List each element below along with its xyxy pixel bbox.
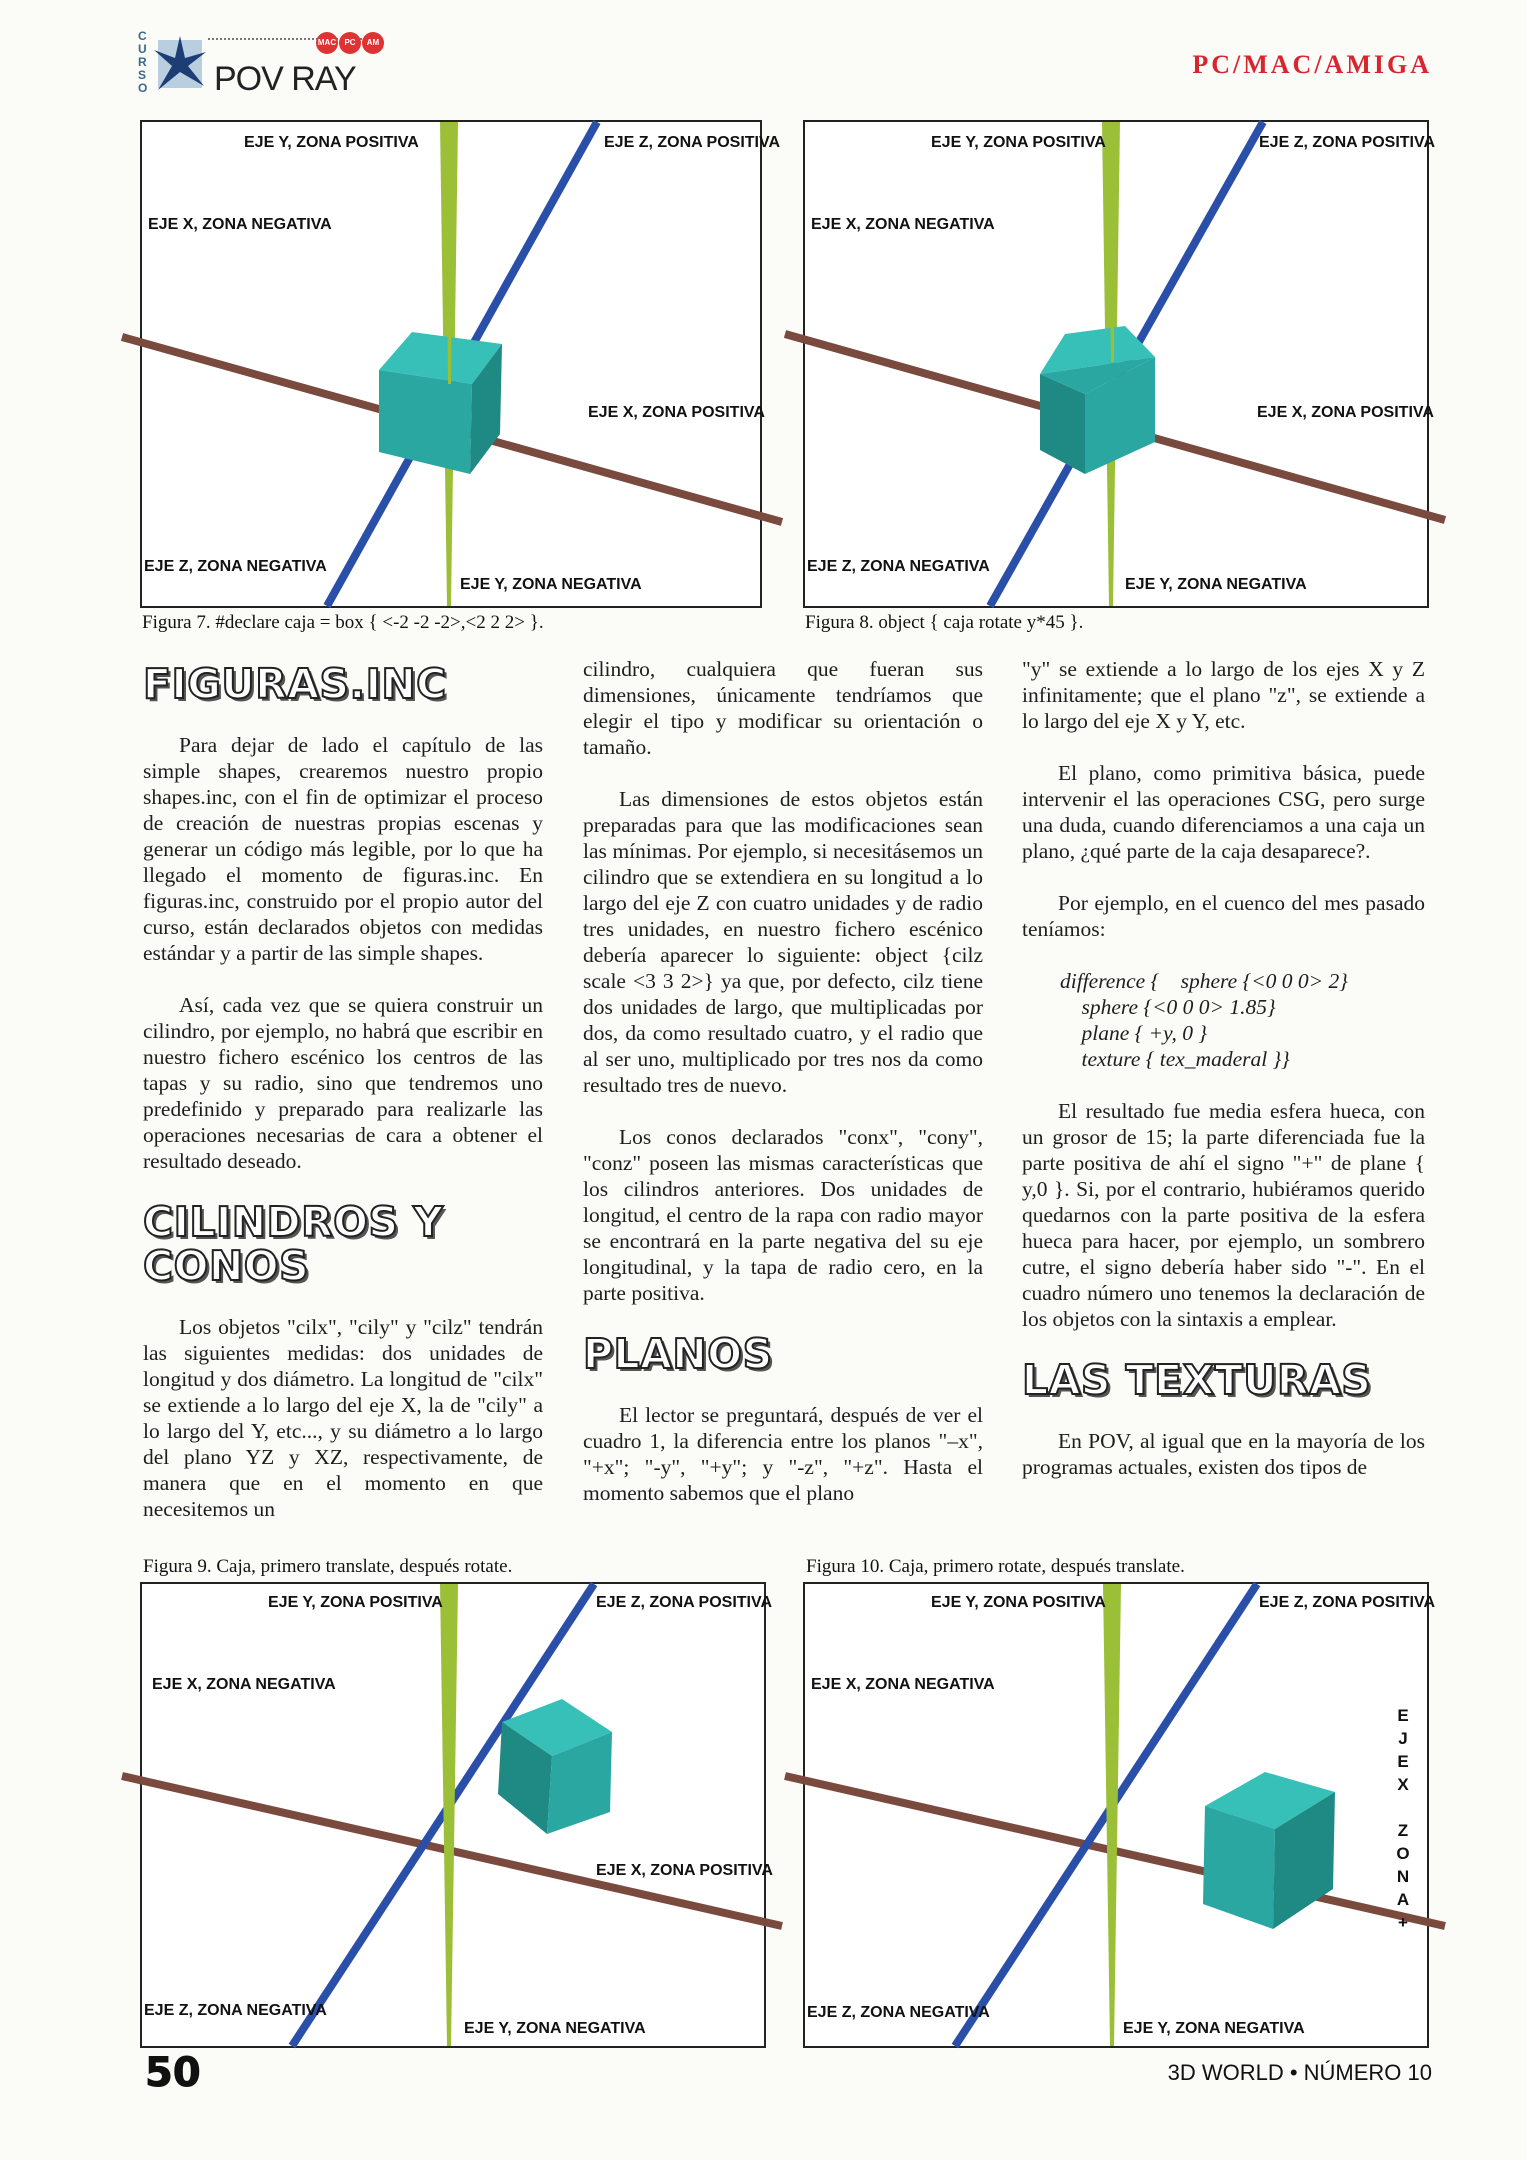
label-y-negative: EJE Y, ZONA NEGATIVA — [464, 2020, 646, 2037]
star-logo-icon — [152, 34, 208, 94]
cube — [1040, 326, 1155, 474]
pc-badge: PC — [339, 32, 361, 54]
caption-figure-8: Figura 8. object { caja rotate y*45 }. — [805, 612, 1084, 633]
cube — [1203, 1772, 1335, 1929]
label-x-positive-vertical: E J E X Z O N A + — [1396, 1706, 1410, 1932]
amiga-badge: AM — [362, 32, 384, 54]
label-y-positive: EJE Y, ZONA POSITIVA — [931, 1594, 1106, 1611]
pov-ray-logo — [138, 30, 390, 100]
col3-paragraph-1: "y" se extiende a lo largo de los ejes X y Z infinitamente; que el plano "z", se extiende a lo largo del eje X y Y, etc. — [1022, 657, 1425, 733]
caption-figure-10: Figura 10. Caja, primero rotate, después translate. — [806, 1556, 1185, 1577]
column-1 — [143, 662, 543, 1548]
figure-7-render — [142, 122, 760, 606]
code-line: sphere {<0 0 0> 1.85} — [1060, 995, 1276, 1019]
code-block — [1060, 968, 1425, 1072]
code-line: plane { +y, 0 } — [1060, 1021, 1207, 1045]
mac-badge: MAC — [316, 32, 338, 54]
logo-title: POV RAY — [214, 60, 356, 98]
figure-9-render — [142, 1584, 764, 2046]
label-z-positive: EJE Z, ZONA POSITIVA — [1259, 134, 1436, 151]
cube — [498, 1699, 612, 1834]
label-x-negative: EJE X, ZONA NEGATIVA — [148, 216, 332, 233]
curso-vertical-label: C U R S O — [138, 29, 148, 95]
label-z-negative: EJE Z, ZONA NEGATIVA — [144, 558, 327, 575]
label-z-negative: EJE Z, ZONA NEGATIVA — [807, 2004, 990, 2021]
platform-badges — [316, 32, 385, 54]
heading-las-texturas: LAS TEXTURAS — [1022, 1356, 1372, 1404]
col1-paragraph-3: Los objetos "cilx", "cily" y "cilz" tendrán las siguientes medidas: dos unidades de longitud y dos diámetro. La longitud de "cilx" se extiende a lo largo del eje X, la de "cily" a lo largo del Y, etc..., y su diámetro a lo largo del plano YZ y XZ, respectivamente, de manera que en el momento en que necesitemos un — [143, 1315, 543, 1521]
code-line: difference { sphere {<0 0 0> 2} — [1060, 969, 1348, 993]
code-line: texture { tex_maderal }} — [1060, 1047, 1290, 1071]
col2-paragraph-2: Las dimensiones de estos objetos están preparadas para que las modificaciones sean las mínimas. Por ejemplo, si necesitásemos un cilindro que se extendiera en su longitud a lo largo del eje Z con cuatro unidades y de radio tres unidades, en nuestro fichero escénico debería aparecer lo siguiente: object {cilz scale <3 3 2>} ya que, por defecto, cilz tiene dos unidades de largo, que multiplicadas por dos, da como resultado cuatro, y el radio que al ser uno, multiplicado por tres nos da como resultado tres de nuevo. — [583, 787, 983, 1097]
heading-figuras-inc: FIGURAS.INC — [143, 660, 447, 708]
label-x-positive: EJE X, ZONA POSITIVA — [588, 404, 765, 421]
col2-paragraph-1: cilindro, cualquiera que fueran sus dimensiones, únicamente tendríamos que elegir el tipo y modificar su orientación o tamaño. — [583, 657, 983, 759]
label-y-positive: EJE Y, ZONA POSITIVA — [268, 1594, 443, 1611]
label-x-positive: EJE X, ZONA POSITIVA — [1257, 404, 1434, 421]
heading-planos: PLANOS — [583, 1330, 773, 1378]
caption-figure-7: Figura 7. #declare caja = box { <-2 -2 -2>,<2 2 2> }. — [142, 612, 544, 633]
label-z-negative: EJE Z, ZONA NEGATIVA — [807, 558, 990, 575]
label-y-positive: EJE Y, ZONA POSITIVA — [931, 134, 1106, 151]
figure-10 — [803, 1582, 1436, 2048]
label-z-positive: EJE Z, ZONA POSITIVA — [604, 134, 781, 151]
col1-paragraph-2: Así, cada vez que se quiera construir un cilindro, por ejemplo, no habrá que escribir en nuestro fichero escénico los centros de las tapas y su radio, sino que tendremos uno predefinido y preparado para realizarle las operaciones necesarias de cara a obtener el resultado deseado. — [143, 993, 543, 1173]
col3-paragraph-3: Por ejemplo, en el cuenco del mes pasado teníamos: — [1022, 891, 1425, 941]
label-x-negative: EJE X, ZONA NEGATIVA — [811, 1676, 995, 1693]
figure-7 — [140, 120, 781, 608]
label-z-positive: EJE Z, ZONA POSITIVA — [1259, 1594, 1436, 1611]
figure-10-render — [805, 1584, 1427, 2046]
label-y-positive: EJE Y, ZONA POSITIVA — [244, 134, 419, 151]
figure-9 — [140, 1582, 773, 2048]
heading-cilindros-conos: CILINDROS Y CONOS — [143, 1198, 444, 1290]
col3-paragraph-5: En POV, al igual que en la mayoría de los programas actuales, existen dos tipos de — [1022, 1429, 1425, 1479]
footer-magazine: 3D WORLD • NÚMERO 10 — [1167, 2060, 1432, 2085]
col3-paragraph-4: El resultado fue media esfera hueca, con un grosor de 15; la parte diferenciada fue la parte positiva de ahí el signo "+" de plane { y,0 }. Si, por el contrario, hubiéramos querido quedarnos con la parte positiva de la esfera hueca para hacer, por ejemplo, un sombrero cutre, el signo debería haber sido "-". En el cuadro número uno tenemos la declaración de los objetos con la sintaxis a emplear. — [1022, 1099, 1425, 1331]
figure-8-render — [805, 122, 1427, 606]
label-y-negative: EJE Y, ZONA NEGATIVA — [460, 576, 642, 593]
label-y-negative: EJE Y, ZONA NEGATIVA — [1123, 2020, 1305, 2037]
column-2 — [583, 656, 983, 1532]
label-x-negative: EJE X, ZONA NEGATIVA — [152, 1676, 336, 1693]
col2-paragraph-4: El lector se preguntará, después de ver el cuadro 1, la diferencia entre los planos "–x", "+x"; "-y", "+y"; y "-z", "+z". Hasta el momento sabemos que el plano — [583, 1403, 983, 1505]
label-x-positive: EJE X, ZONA POSITIVA — [596, 1862, 773, 1879]
figure-8 — [803, 120, 1436, 608]
label-x-negative: EJE X, ZONA NEGATIVA — [811, 216, 995, 233]
page-number: 50 — [145, 2050, 201, 2096]
label-y-negative: EJE Y, ZONA NEGATIVA — [1125, 576, 1307, 593]
col1-paragraph-1: Para dejar de lado el capítulo de las simple shapes, crearemos nuestro propio shapes.inc, con el fin de optimizar el proceso de creación de nuestras propias escenas y generar un código más legible, por lo que ha llegado el momento de figuras.inc. En figuras.inc, construido por el propio autor del curso, están declarados objetos con medidas estándar y a partir de las simple shapes. — [143, 733, 543, 965]
col2-paragraph-3: Los conos declarados "conx", "cony", "conz" poseen las mismas características que los cilindros anteriores. Dos unidades de longitud, el centro de la rapa con radio mayor se encontrará en la parte negativa del su eje longitudinal, y la tapa de radio cero, en la parte positiva. — [583, 1125, 983, 1305]
label-z-positive: EJE Z, ZONA POSITIVA — [596, 1594, 773, 1611]
column-3 — [1022, 656, 1425, 1506]
cube — [379, 332, 502, 474]
label-z-negative: EJE Z, ZONA NEGATIVA — [144, 2002, 327, 2019]
caption-figure-9: Figura 9. Caja, primero translate, después rotate. — [143, 1556, 513, 1577]
section-tag: PC/MAC/AMIGA — [1192, 50, 1432, 79]
col3-paragraph-2: El plano, como primitiva básica, puede intervenir el las operaciones CSG, pero surge una duda, cuando diferenciamos a una caja un plano, ¿qué parte de la caja desaparece?. — [1022, 761, 1425, 863]
